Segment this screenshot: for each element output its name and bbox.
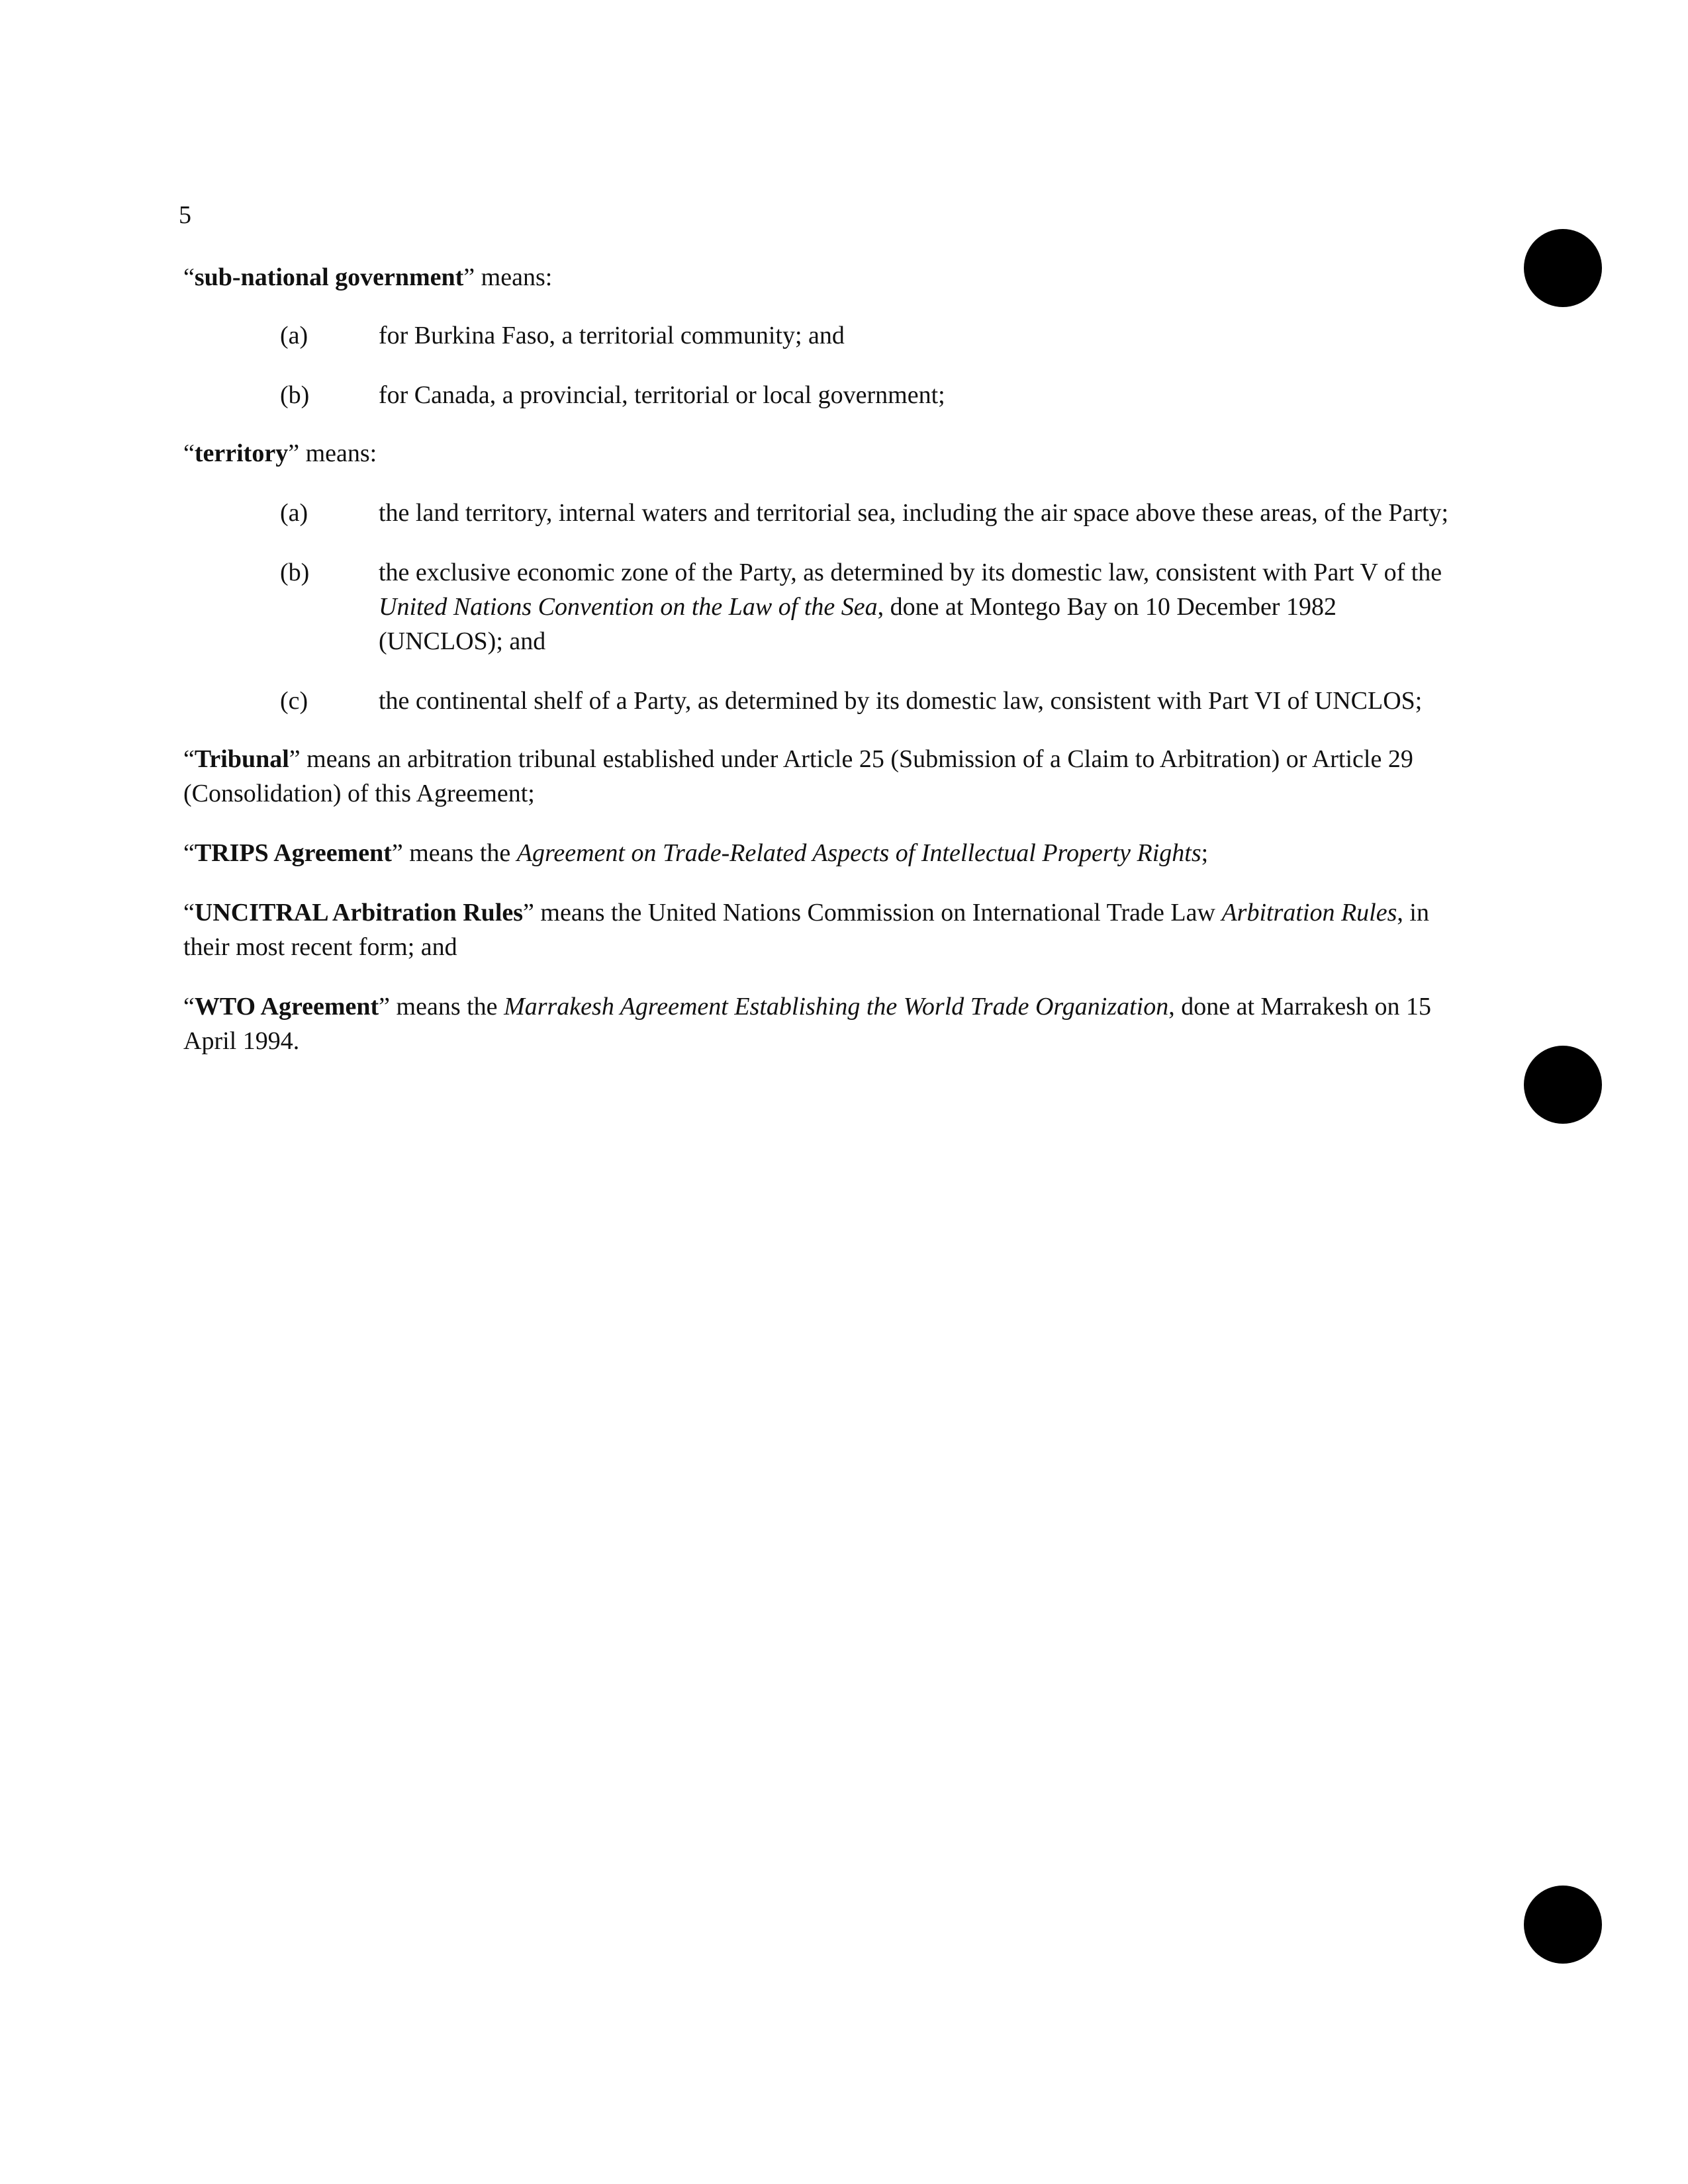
term: WTO Agreement bbox=[194, 993, 379, 1021]
page-number: 5 bbox=[179, 201, 191, 229]
punch-hole bbox=[1524, 1886, 1602, 1964]
item-label: (c) bbox=[280, 687, 308, 715]
punch-hole bbox=[1524, 229, 1602, 307]
item-label: (a) bbox=[280, 499, 308, 527]
agreement-title: Agreement on Trade-Related Aspects of Intellectual Property Rights bbox=[516, 839, 1201, 867]
convention-title: United Nations Convention on the Law of the Sea bbox=[379, 593, 878, 621]
item-text: the exclusive economic zone of the Party, as determined by its domestic law, consistent with Part V of the United Nations Convention on the Law of the Sea, done at Montego Bay on 10 December 1982 (UNCLOS); and bbox=[379, 559, 1442, 655]
item-text: for Burkina Faso, a territorial community; and bbox=[379, 322, 845, 349]
item-label: (a) bbox=[280, 322, 308, 349]
item-text: the continental shelf of a Party, as determined by its domestic law, consistent with Part VI of UNCLOS; bbox=[379, 687, 1423, 715]
definition-trips-agreement: “TRIPS Agreement” means the Agreement on Trade-Related Aspects of Intellectual Property Rights; bbox=[183, 839, 1209, 867]
term: UNCITRAL Arbitration Rules bbox=[194, 899, 524, 927]
list-item bbox=[183, 496, 1454, 530]
definitions-list bbox=[183, 260, 1454, 1058]
definition-wto-agreement: “WTO Agreement” means the Marrakesh Agreement Establishing the World Trade Organization, done at Marrakesh on 15 April 1994. bbox=[183, 993, 1432, 1055]
list-item bbox=[183, 318, 1454, 353]
item-label: (b) bbox=[280, 381, 310, 409]
list-item bbox=[183, 555, 1454, 659]
definition-tribunal: “Tribunal” means an arbitration tribunal established under Article 25 (Submission of a Claim to Arbitration) or Article 29 (Consolidation) of this Agreement; bbox=[183, 745, 1413, 807]
item-text: the land territory, internal waters and territorial sea, including the air space above these areas, of the Party; bbox=[379, 499, 1449, 527]
definition-sub-national-government: “sub-national government” means: bbox=[183, 263, 553, 291]
term: Tribunal bbox=[194, 745, 289, 773]
list-item bbox=[183, 378, 1454, 412]
term: sub-national government bbox=[194, 263, 464, 291]
term: TRIPS Agreement bbox=[194, 839, 392, 867]
agreement-title: Marrakesh Agreement Establishing the World Trade Organization bbox=[504, 993, 1169, 1021]
term: territory bbox=[194, 439, 289, 467]
definition-uncitral-arbitration-rules: “UNCITRAL Arbitration Rules” means the United Nations Commission on International Trade Law Arbitration Rules, in their most recent form; and bbox=[183, 899, 1429, 961]
list-item bbox=[183, 684, 1454, 718]
item-text: for Canada, a provincial, territorial or local government; bbox=[379, 381, 945, 409]
punch-hole bbox=[1524, 1046, 1602, 1124]
item-label: (b) bbox=[280, 559, 310, 586]
definition-territory: “territory” means: bbox=[183, 439, 377, 467]
rules-title: Arbitration Rules bbox=[1221, 899, 1397, 927]
